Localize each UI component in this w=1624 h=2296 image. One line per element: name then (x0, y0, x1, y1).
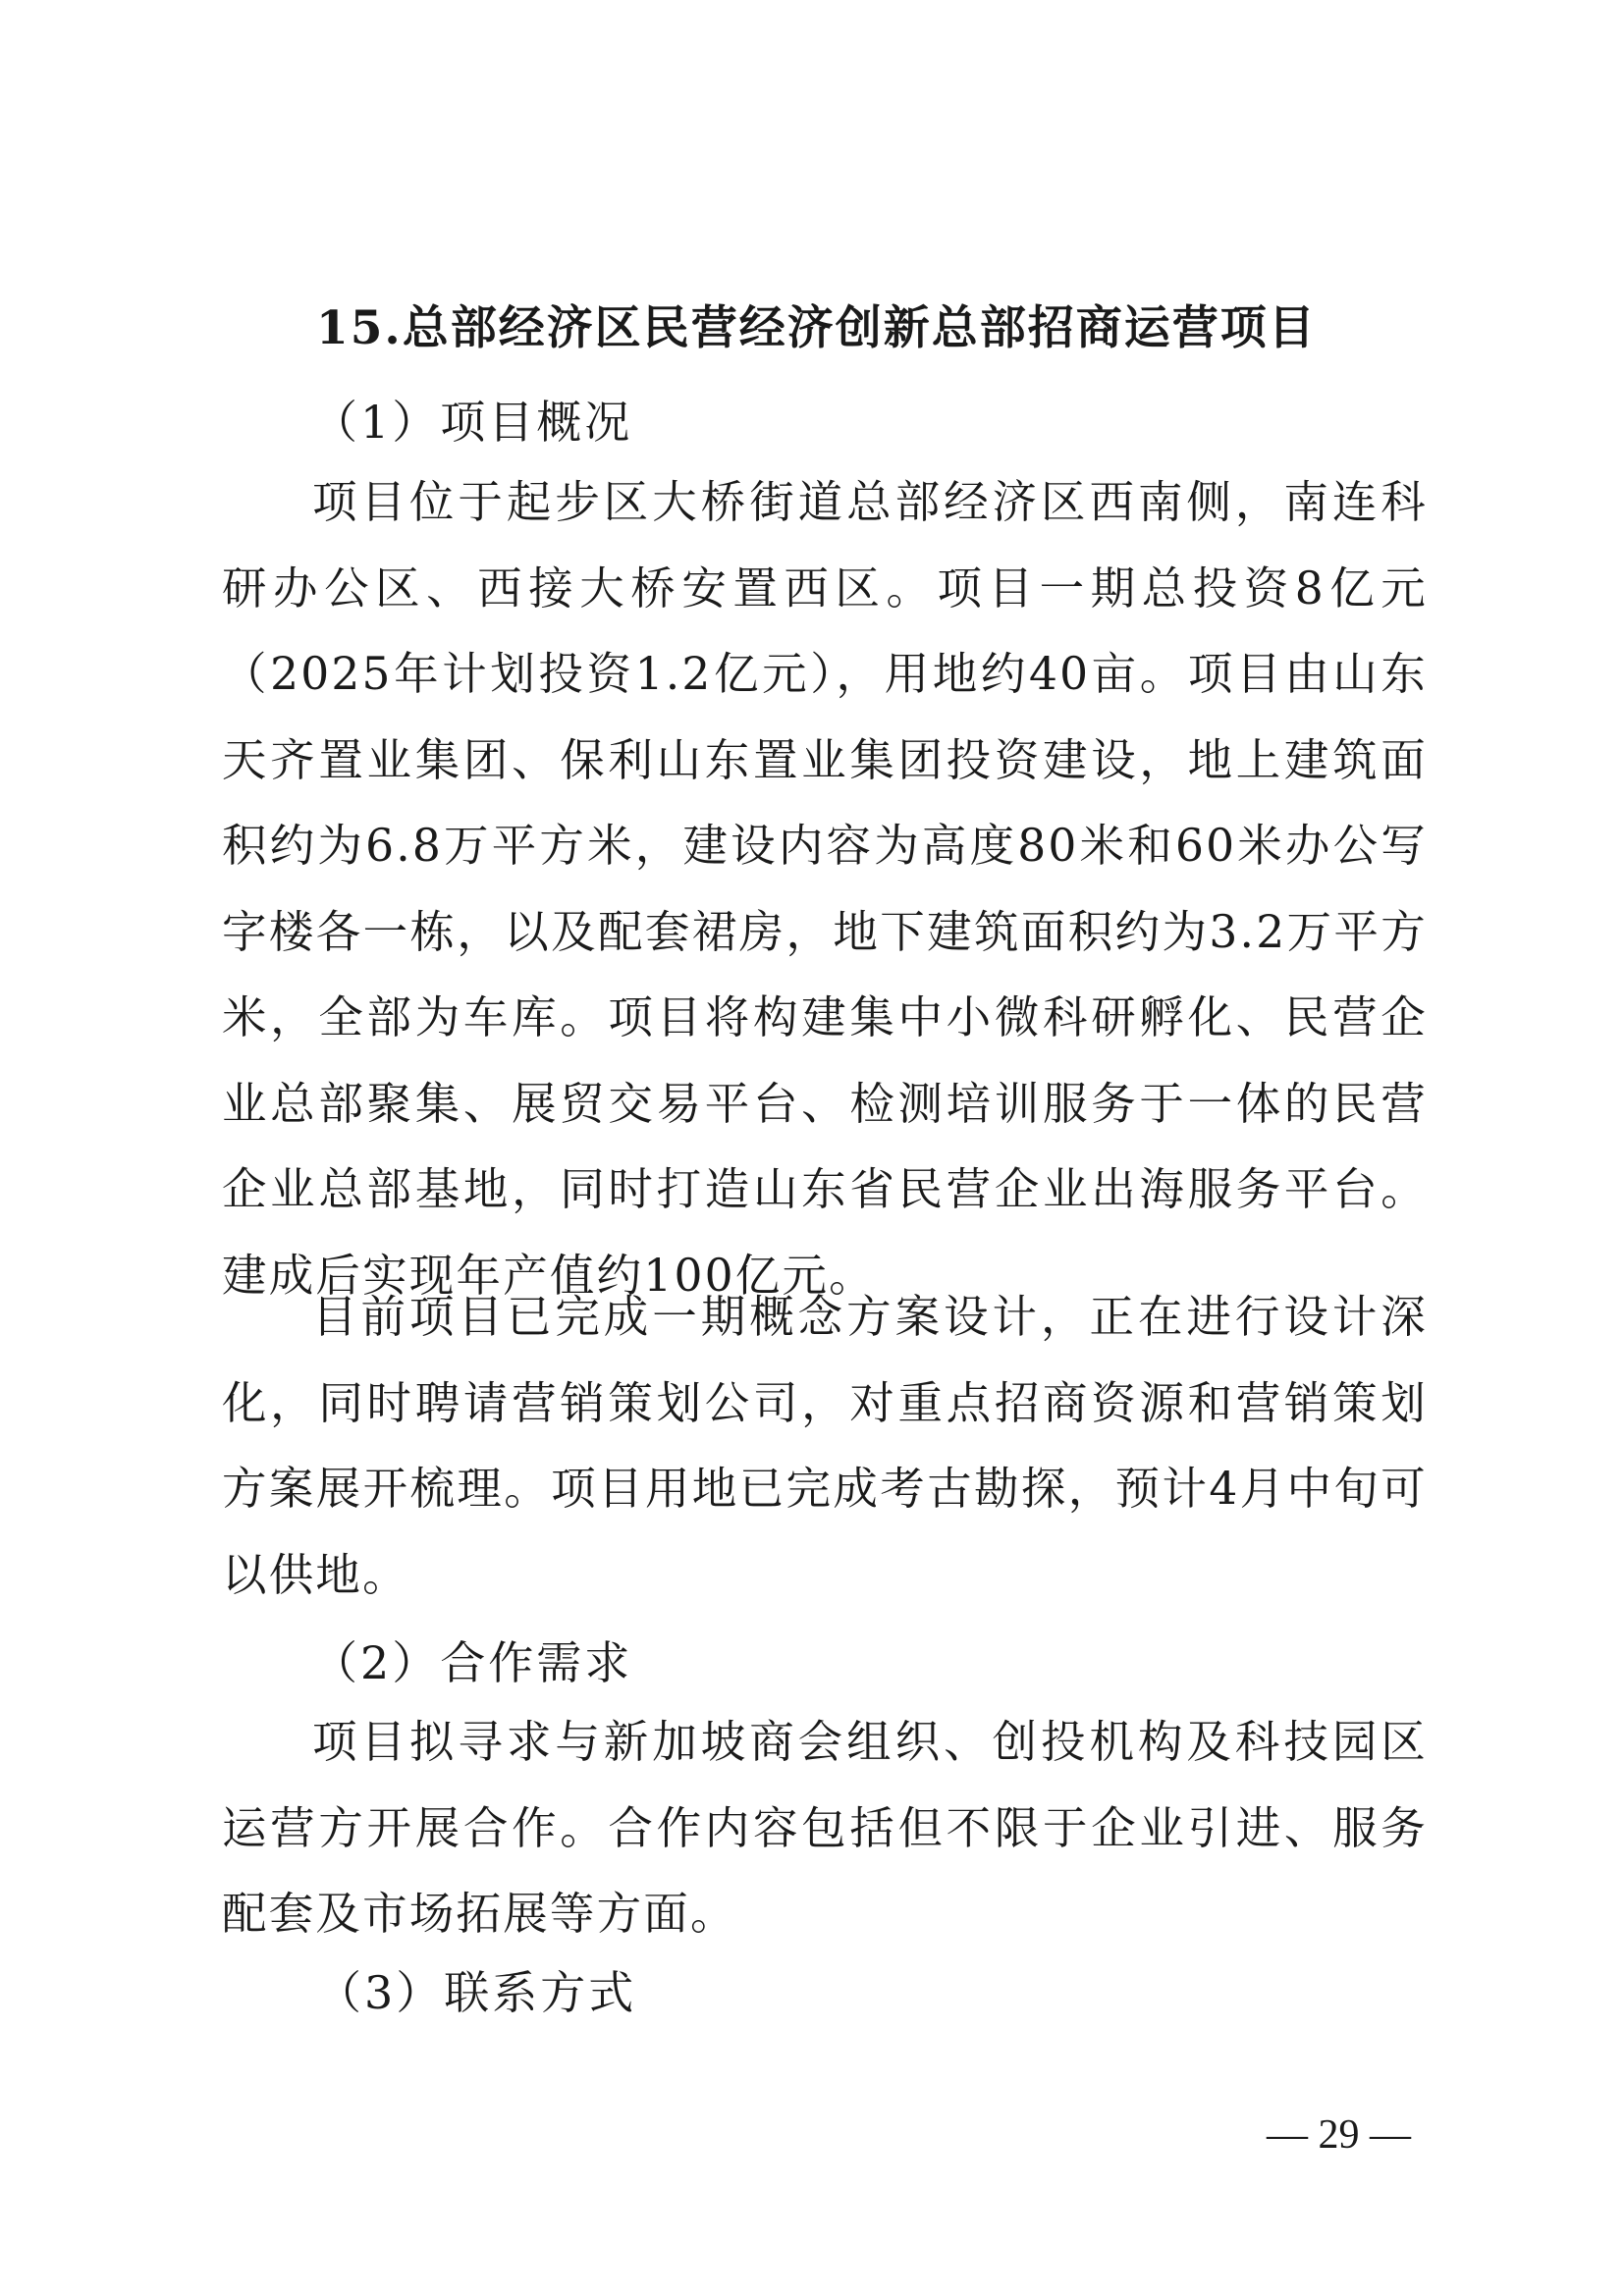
document-title: 15.总部经济区民营经济创新总部招商运营项目 (316, 301, 1317, 355)
section-heading-cooperation: （2）合作需求 (312, 1636, 633, 1689)
overview-paragraph-2: 目前项目已完成一期概念方案设计，正在进行设计深化，同时聘请营销策划公司，对重点招商资源和营销策划方案展开梳理。项目用地已完成考古勘探，预计4月中旬可以供地。 (222, 1291, 1428, 1601)
cooperation-paragraph: 项目拟寻求与新加坡商会组织、创投机构及科技园区运营方开展合作。合作内容包括但不限于企业引进、服务配套及市场拓展等方面。 (222, 1716, 1428, 1940)
page-number: — 29 — (1267, 2112, 1411, 2158)
overview-paragraph-1: 项目位于起步区大桥街道总部经济区西南侧，南连科研办公区、西接大桥安置西区。项目一期总投资8亿元（2025年计划投资1.2亿元），用地约40亩。项目由山东天齐置业集团、保利山东置业集团投资建设，地上建筑面积约为6.8万平方米，建设内容为高度80米和60米办公写字楼各一栋，以及配套裙房，地下建筑面积约为3.2万平方米，全部为车库。项目将构建集中小微科研孵化、民营企业总部聚集、展贸交易平台、检测培训服务于一体的民营企业总部基地，同时打造山东省民营企业出海服务平台。建成后实现年产值约100亿元。 (222, 476, 1428, 1302)
section-heading-overview: （1）项目概况 (312, 396, 633, 449)
section-heading-contact: （3）联系方式 (316, 1966, 637, 2019)
